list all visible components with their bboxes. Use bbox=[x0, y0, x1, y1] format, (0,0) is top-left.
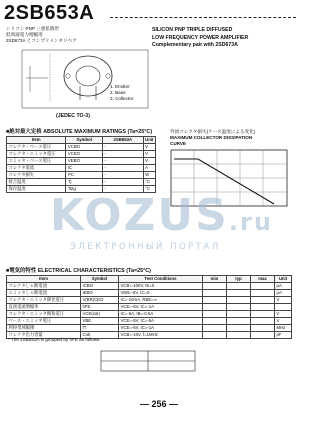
hfe-grouping-note: * The 2SB653A is grouped by hFE as follows. bbox=[8, 337, 101, 342]
jp-description-line2: 低周波電力増幅用 bbox=[6, 32, 43, 37]
item-cell: コレクタ・ベース電圧 bbox=[7, 144, 66, 151]
symbol-cell: IC bbox=[66, 165, 103, 172]
table-row bbox=[7, 311, 292, 318]
symbol-cell: VCEO bbox=[66, 151, 103, 158]
table-row bbox=[7, 290, 292, 297]
symbol-cell: VEBO bbox=[66, 158, 103, 165]
item-cell: コレクタ電流 bbox=[7, 165, 66, 172]
column-header: max bbox=[251, 276, 275, 283]
table-row bbox=[7, 179, 156, 186]
value-cell: - bbox=[103, 186, 144, 193]
typ-cell bbox=[227, 318, 251, 325]
item-cell: コレクタ・エミッタ飽和電圧 bbox=[7, 311, 81, 318]
package-label: (JEDEC TO-3) bbox=[56, 113, 90, 119]
watermark-subtext: ЭЛЕКТРОННЫЙ ПОРТАЛ bbox=[70, 242, 221, 252]
jp-description-line1: シリコン PNP 三重拡散形 bbox=[6, 26, 60, 31]
typ-cell bbox=[227, 290, 251, 297]
unit-cell: W bbox=[143, 172, 155, 179]
table-row bbox=[7, 318, 292, 325]
item-cell: 接合温度 bbox=[7, 179, 66, 186]
unit-cell: V bbox=[275, 297, 292, 304]
unit-cell bbox=[275, 304, 292, 311]
unit-cell: V bbox=[275, 318, 292, 325]
unit-cell: V bbox=[143, 144, 155, 151]
max-cell bbox=[251, 304, 275, 311]
min-cell bbox=[203, 332, 227, 339]
value-cell: - bbox=[103, 144, 144, 151]
min-cell bbox=[203, 304, 227, 311]
column-header: Unit bbox=[275, 276, 292, 283]
symbol-cell: V(BR)CEO bbox=[81, 297, 119, 304]
table-row bbox=[7, 172, 156, 179]
typ-cell bbox=[227, 304, 251, 311]
value-cell: - bbox=[103, 165, 144, 172]
item-cell: エミッタ・ベース電圧 bbox=[7, 158, 66, 165]
column-header: Unit bbox=[145, 137, 154, 142]
condition-cell: IC=-5A, IB=-0.5A bbox=[119, 311, 203, 318]
column-header: Item bbox=[7, 137, 66, 144]
value-cell: - bbox=[103, 179, 144, 186]
pin-label-3: 3. Collector bbox=[110, 96, 134, 101]
condition-cell: VCE=-5V, IC=-5A bbox=[119, 318, 203, 325]
min-cell bbox=[203, 283, 227, 290]
unit-cell: pF bbox=[275, 332, 292, 339]
electrical-characteristics-table bbox=[6, 275, 292, 339]
column-header: typ bbox=[227, 276, 251, 283]
max-cell bbox=[251, 290, 275, 297]
condition-cell: VCE=-5V, IC=-1A bbox=[119, 304, 203, 311]
typ-cell bbox=[227, 297, 251, 304]
max-cell bbox=[251, 283, 275, 290]
max-cell bbox=[251, 325, 275, 332]
symbol-cell: VCE(sat) bbox=[81, 311, 119, 318]
header-divider bbox=[110, 17, 296, 18]
electrical-title: ■電気的特性 ELECTRICAL CHARACTERISTICS (Ta=25°C) bbox=[6, 268, 151, 274]
unit-cell: μA bbox=[275, 290, 292, 297]
page-number: — 256 — bbox=[140, 399, 179, 409]
watermark-suffix: .ru bbox=[228, 208, 273, 236]
min-cell bbox=[203, 318, 227, 325]
min-cell bbox=[203, 297, 227, 304]
typ-cell bbox=[227, 311, 251, 318]
max-cell bbox=[251, 332, 275, 339]
max-cell bbox=[251, 318, 275, 325]
table-row bbox=[7, 144, 156, 151]
hfe-grouping-box bbox=[100, 350, 196, 372]
table-row bbox=[7, 325, 292, 332]
en-description-line1: SILICON PNP TRIPLE DIFFUSED bbox=[152, 27, 233, 33]
value-cell: - bbox=[103, 158, 144, 165]
min-cell bbox=[203, 290, 227, 297]
condition-cell: VEB=-5V, IC=0 bbox=[119, 290, 203, 297]
part-number-title: 2SB653A bbox=[4, 2, 95, 24]
item-cell: ベース・エミッタ電圧 bbox=[7, 318, 81, 325]
min-cell bbox=[203, 325, 227, 332]
unit-cell: A bbox=[143, 165, 155, 172]
column-header: min bbox=[203, 276, 227, 283]
pin-label-1: 1. Emitter bbox=[110, 84, 130, 89]
item-cell: 利得帯域幅積 bbox=[7, 325, 81, 332]
symbol-cell: hFE bbox=[81, 304, 119, 311]
condition-cell: VCB=-10V, f=1MHz bbox=[119, 332, 203, 339]
column-header: Symbol bbox=[66, 137, 103, 144]
item-cell: コレクタ損失 bbox=[7, 172, 66, 179]
table-row bbox=[7, 165, 156, 172]
item-cell: エミッタしゃ断電流 bbox=[7, 290, 81, 297]
symbol-cell: Tj bbox=[66, 179, 103, 186]
typ-cell bbox=[227, 325, 251, 332]
item-cell: コレクタ出力容量 bbox=[7, 332, 81, 339]
watermark-text: KOZUS bbox=[50, 190, 229, 241]
max-ratings-header-row bbox=[7, 137, 156, 144]
max-cell bbox=[251, 297, 275, 304]
en-description-line2: LOW FREQUENCY POWER AMPLIFIER bbox=[152, 35, 249, 41]
item-cell: コレクタ・エミッタ降伏電圧 bbox=[7, 297, 81, 304]
symbol-cell: PC bbox=[66, 172, 103, 179]
table-row bbox=[7, 158, 156, 165]
column-header: Test Conditions bbox=[119, 276, 203, 283]
dissipation-title: MAXIMUM COLLECTOR DISSIPATION bbox=[170, 135, 253, 140]
symbol-cell: Tstg bbox=[66, 186, 103, 193]
symbol-cell: Cob bbox=[81, 332, 119, 339]
watermark-logo bbox=[50, 190, 273, 241]
unit-cell: °C bbox=[143, 186, 155, 193]
item-cell: コレクタしゃ断電流 bbox=[7, 283, 81, 290]
value-cell: - bbox=[103, 172, 144, 179]
unit-cell: MHz bbox=[275, 325, 292, 332]
table-row bbox=[7, 151, 156, 158]
electrical-header-row bbox=[7, 276, 292, 283]
dissipation-jp-title: 外国コレクタ損失(ケース温度による変化) bbox=[170, 129, 256, 134]
condition-cell: VCE=-5V, IC=-1A bbox=[119, 325, 203, 332]
unit-cell: μA bbox=[275, 283, 292, 290]
max-ratings-table bbox=[6, 136, 156, 193]
max-cell bbox=[251, 311, 275, 318]
max-ratings-title: ■絶対最大定格 ABSOLUTE MAXIMUM RATINGS (Ta=25°C) bbox=[6, 129, 153, 135]
pin-label-2: 2. Base bbox=[110, 90, 126, 95]
item-cell: コレクタ・エミッタ電圧 bbox=[7, 151, 66, 158]
value-cell: - bbox=[103, 151, 144, 158]
item-cell: 直流電流増幅率 bbox=[7, 304, 81, 311]
table-row bbox=[7, 297, 292, 304]
unit-cell: V bbox=[143, 151, 155, 158]
min-cell bbox=[203, 311, 227, 318]
jp-description-line3: 2SD673A とコンプリメンタリペア bbox=[6, 38, 77, 43]
condition-cell: IC=-10mA, RBE=∞ bbox=[119, 297, 203, 304]
typ-cell bbox=[227, 332, 251, 339]
symbol-cell: IEBO bbox=[81, 290, 119, 297]
typ-cell bbox=[227, 283, 251, 290]
unit-cell: V bbox=[275, 311, 292, 318]
item-cell: 保存温度 bbox=[7, 186, 66, 193]
table-row bbox=[7, 283, 292, 290]
en-description-line3: Complementary pair with 2SD673A bbox=[152, 42, 238, 48]
condition-cell: VCB=-100V, IE=0 bbox=[119, 283, 203, 290]
table-row bbox=[7, 304, 292, 311]
unit-cell: °C bbox=[143, 179, 155, 186]
symbol-cell: VBE bbox=[81, 318, 119, 325]
symbol-cell: fT bbox=[81, 325, 119, 332]
column-header: Item bbox=[7, 276, 81, 283]
symbol-cell: ICBO bbox=[81, 283, 119, 290]
unit-cell: V bbox=[143, 158, 155, 165]
column-header: Symbol bbox=[81, 276, 119, 283]
dissipation-subtitle: CURVE bbox=[170, 141, 186, 146]
symbol-cell: VCBO bbox=[66, 144, 103, 151]
column-header: 2SB653A bbox=[103, 137, 144, 144]
